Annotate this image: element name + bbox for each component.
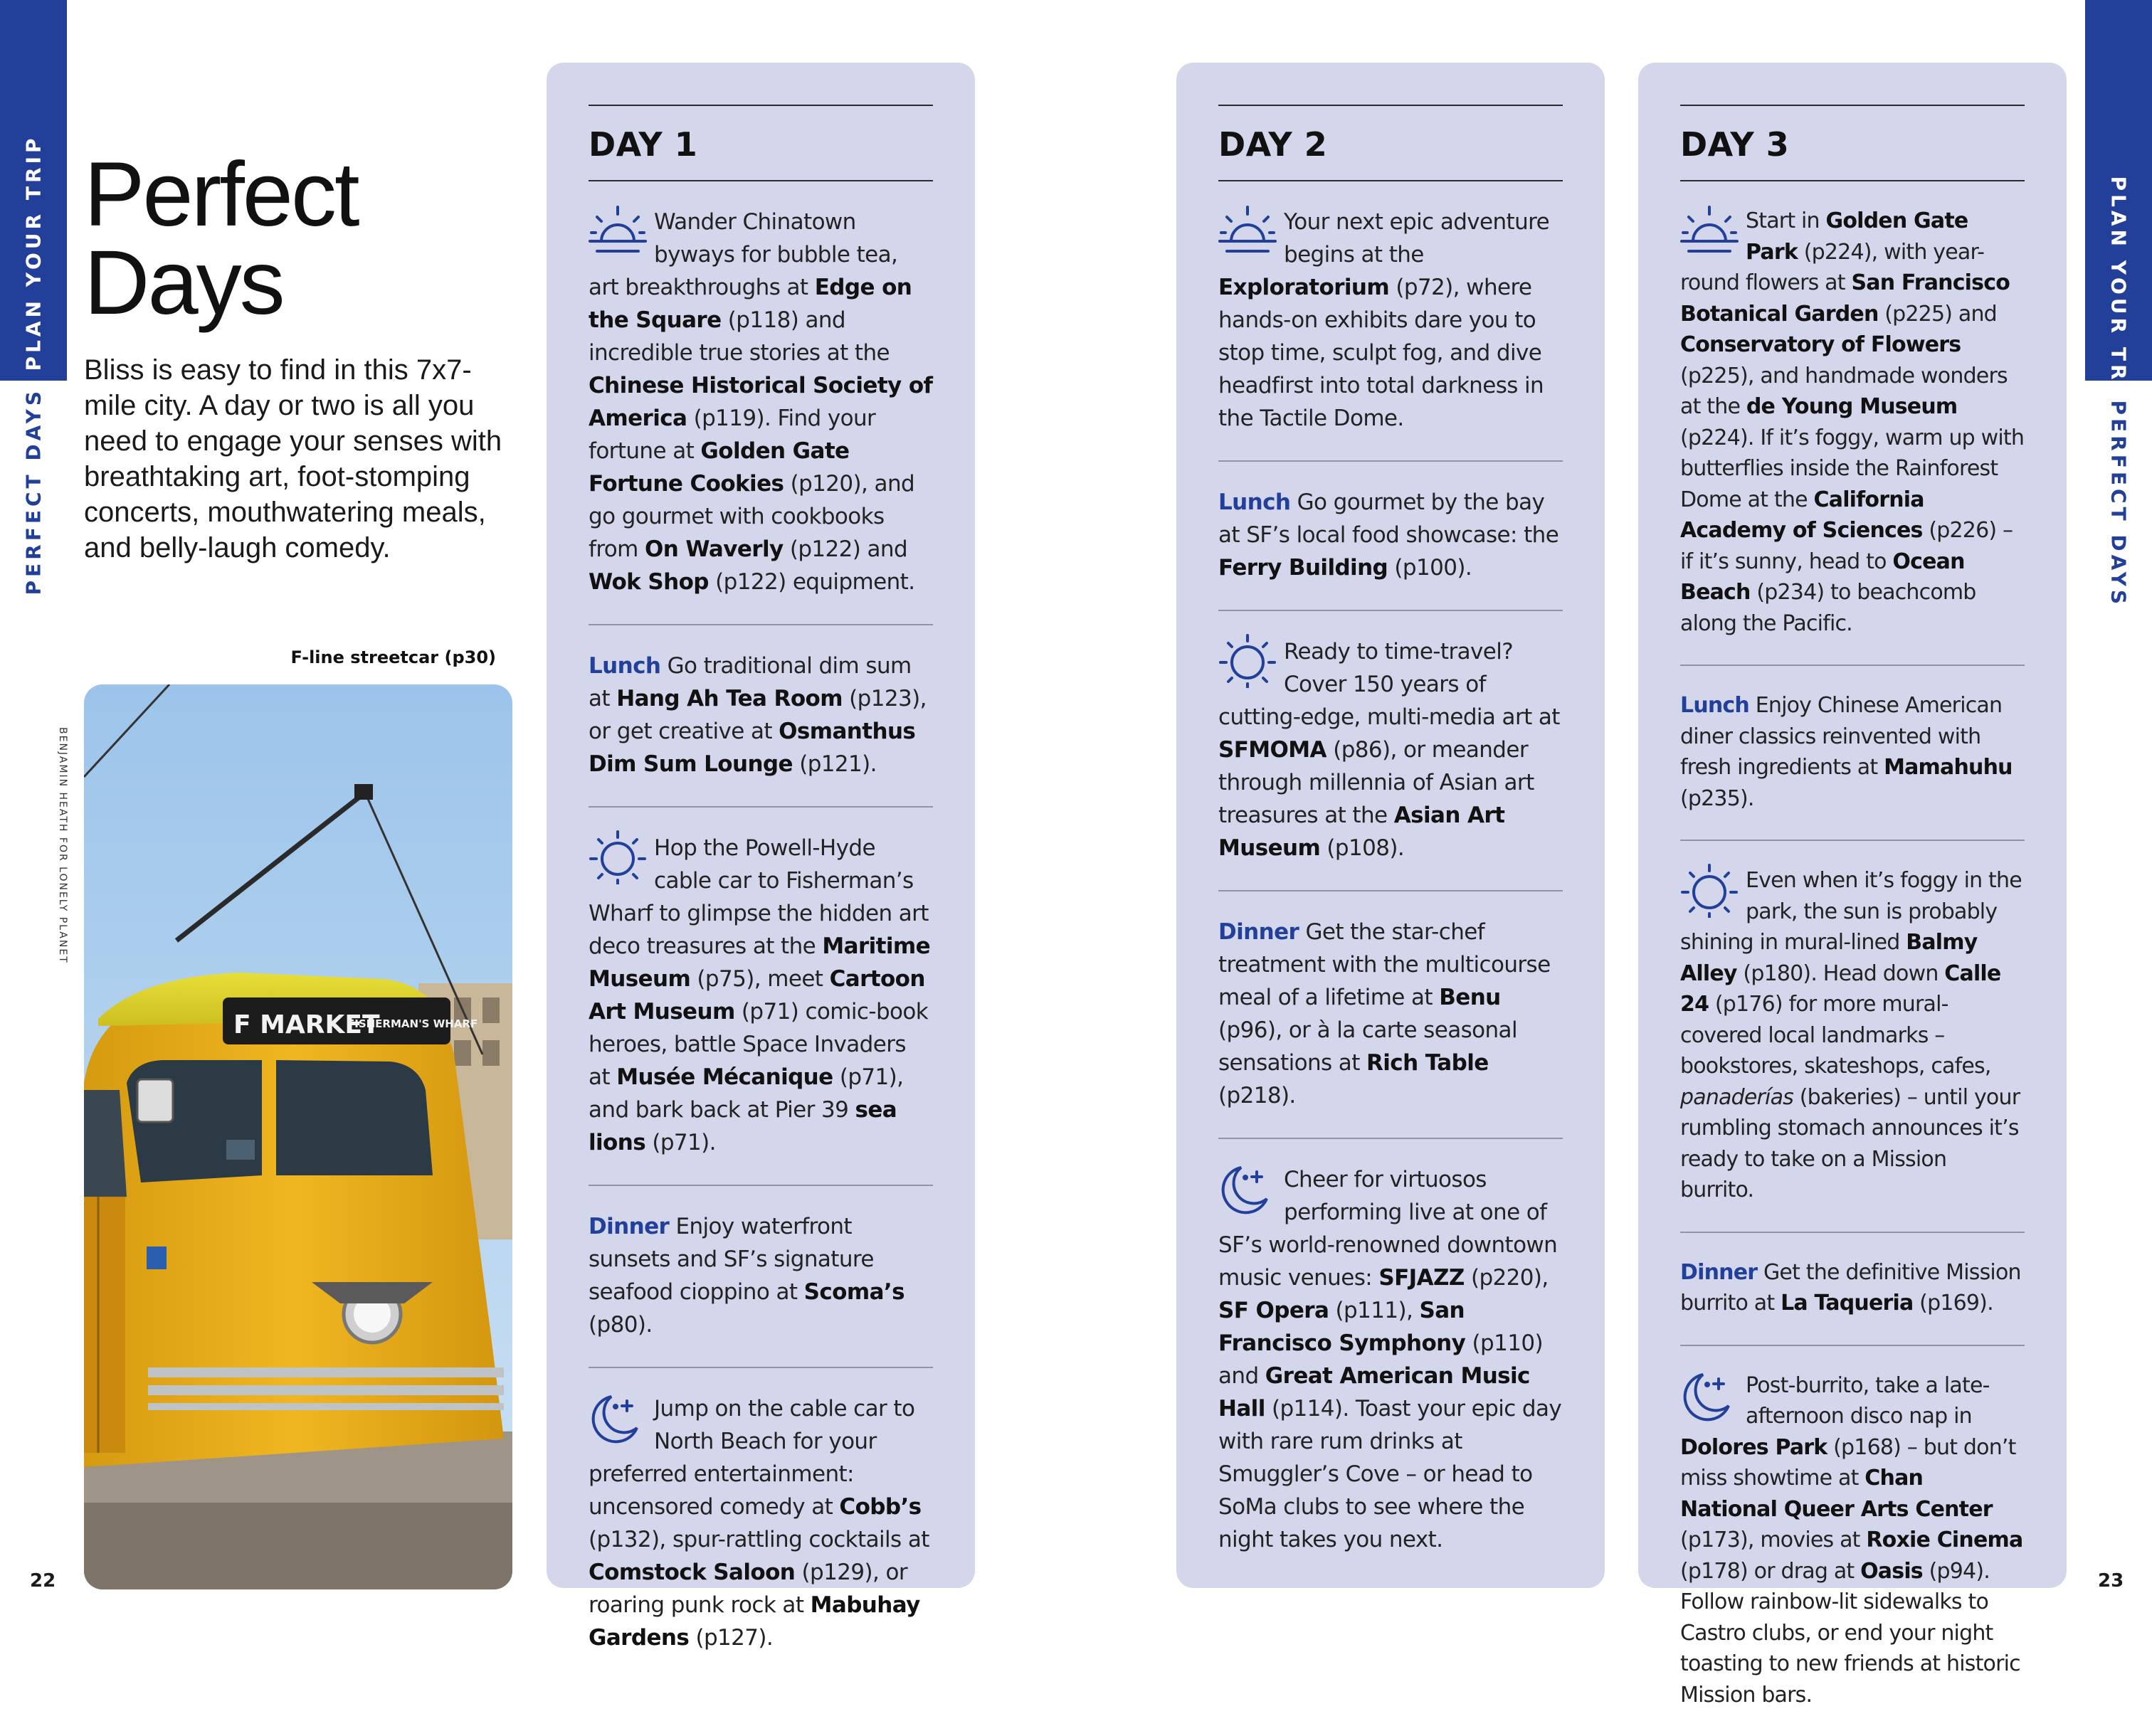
afternoon-text: Hop the Powell-Hyde cable car to Fisherman’s Wharf to glimpse the hidden art deco treasures at the Maritime Museum (p75), meet Cartoon Art Museum (p71) comic-book heroes, battle Space Invaders at Musée Mécanique (p71), and bark back at Pier 39 sea lions (p71).: [589, 835, 930, 1155]
place-name: de Young Museum: [1746, 394, 1958, 419]
place-name: Balmy Alley: [1680, 930, 1977, 986]
day-card-2: [1176, 63, 1605, 1588]
place-name: Benu: [1439, 985, 1500, 1010]
moon-icon: [1217, 1162, 1278, 1216]
dinner-section: [1218, 891, 1563, 1138]
lunch-label: Lunch: [1218, 489, 1290, 515]
dinner-text: Get the star-chef treatment with the multicourse meal of a lifetime at Benu (p96), or à la carte seasonal sensations at Rich Table (p218).: [1218, 919, 1551, 1108]
sunrise-icon: [1217, 204, 1278, 258]
place-name: Musée Mécanique: [616, 1064, 833, 1090]
dinner-label: Dinner: [1218, 919, 1299, 945]
morning-section: [1680, 181, 2025, 665]
lunch-section: [1680, 666, 2025, 840]
place-name: SFJAZZ: [1378, 1265, 1464, 1291]
sun-icon: [1679, 864, 1740, 918]
section-divider: [589, 1185, 933, 1186]
day-title: DAY 2: [1218, 106, 1563, 180]
dinner-label: Dinner: [1680, 1260, 1757, 1285]
place-name: Conservatory of Flowers: [1680, 332, 1961, 357]
dinner-text: Enjoy waterfront sunsets and SF’s signature seafood cioppino at Scoma’s (p80).: [589, 1214, 904, 1338]
dinner-label: Dinner: [589, 1214, 669, 1239]
right-section-label: PLAN YOUR TRIP: [2107, 176, 2131, 371]
right-chapter-label: PERFECT DAYS: [2107, 401, 2131, 596]
place-name: Golden Gate Fortune Cookies: [589, 438, 849, 497]
place-name: Golden Gate Park: [1746, 208, 1968, 265]
place-name: Exploratorium: [1218, 275, 1389, 300]
afternoon-section: [1218, 611, 1563, 890]
place-name: California Academy of Sciences: [1680, 487, 1924, 544]
morning-section: [589, 181, 933, 624]
section-divider: [1680, 840, 2025, 841]
place-name: Wok Shop: [589, 569, 709, 595]
streetcar-photo: [84, 684, 512, 1589]
place-name: Scoma’s: [804, 1279, 904, 1305]
afternoon-section: [1680, 841, 2025, 1232]
place-name: Asian Art Museum: [1218, 803, 1504, 861]
place-name: Dolores Park: [1680, 1435, 1827, 1460]
lunch-label: Lunch: [589, 653, 660, 679]
sunrise-icon: [587, 204, 648, 258]
sun-icon: [587, 830, 648, 884]
place-name: La Taqueria: [1781, 1291, 1913, 1316]
day-card-1: [547, 63, 975, 1588]
streetcar-sign-text: F MARKET: [233, 1010, 380, 1039]
left-section-label: PLAN YOUR TRIP: [22, 176, 46, 371]
section-divider: [589, 806, 933, 808]
morning-text: Start in Golden Gate Park (p224), with year-round flowers at San Francisco Botanical Garden (p225) and Conservatory of Flowers (p225), and handmade wonders at the de Young Museum (p224). If it’s foggy, warm up with butterflies inside the Rainforest Dome at the California Academy of Sciences (p226) – if it’s sunny, head to Ocean Beach (p234) to beachcomb along the Pacific.: [1680, 208, 2024, 636]
section-divider: [1218, 1138, 1563, 1139]
place-name: Great American Music Hall: [1218, 1363, 1530, 1422]
place-name: Maritime Museum: [589, 933, 930, 992]
night-text: Jump on the cable car to North Beach for your preferred entertainment: uncensored comedy at Cobb’s (p132), spur-rattling cocktails at Comstock Saloon (p129), or roaring punk rock at Mabuhay Gardens (p127).: [589, 1396, 929, 1651]
left-chapter-label: PERFECT DAYS: [22, 401, 46, 596]
night-section: [1680, 1346, 2025, 1736]
place-name: Chinese Historical Society of America: [589, 373, 932, 431]
place-name: Oasis: [1860, 1559, 1923, 1584]
place-name: Hang Ah Tea Room: [616, 686, 843, 711]
intro-paragraph: Bliss is easy to find in this 7x7-mile city. A day or two is all you need to engage your senses with breathtaking art, foot-stomping concerts, mouthwatering meals, and belly-laugh comedy.: [84, 352, 511, 566]
lunch-text: Go traditional dim sum at Hang Ah Tea Room (p123), or get creative at Osmanthus Dim Sum Lounge (p121).: [589, 653, 927, 777]
page-title: Perfect Days: [84, 151, 358, 327]
section-divider: [1218, 890, 1563, 891]
morning-text: Wander Chinatown byways for bubble tea, art breakthroughs at Edge on the Square (p118) and incredible true stories at the Chinese Historical Society of America (p119). Find your fortune at Golden Gate Fortune Cookies (p120), and go gourmet with cookbooks from On Waverly (p122) and Wok Shop (p122) equipment.: [589, 209, 932, 595]
photo-caption: F-line streetcar (p30): [213, 647, 496, 667]
place-name: Edge on the Square: [589, 275, 912, 333]
section-divider: [589, 1367, 933, 1368]
section-divider: [589, 624, 933, 625]
place-name: Ocean Beach: [1680, 549, 1965, 605]
dinner-section: [1680, 1233, 2025, 1345]
place-name: San Francisco Symphony: [1218, 1298, 1465, 1356]
lunch-text: Go gourmet by the bay at SF’s local food showcase: the Ferry Building (p100).: [1218, 489, 1558, 581]
streetcar-sign-subtext: FISHERMAN'S WHARF: [347, 1017, 478, 1030]
place-name: Ferry Building: [1218, 555, 1388, 581]
place-name: Calle 24: [1680, 961, 2000, 1017]
night-section: [589, 1368, 933, 1680]
lunch-label: Lunch: [1680, 693, 1749, 718]
place-name: Mabuhay Gardens: [589, 1592, 920, 1651]
sun-icon: [1217, 634, 1278, 688]
place-name: sea lions: [589, 1097, 897, 1155]
place-name: On Waverly: [645, 536, 784, 562]
place-name: Comstock Saloon: [589, 1560, 795, 1585]
sunrise-icon: [1679, 204, 1740, 258]
place-name: San Francisco Botanical Garden: [1680, 270, 2010, 327]
place-name: Mamahuhu: [1884, 755, 2013, 780]
dinner-text: Get the definitive Mission burrito at La Taqueria (p169).: [1680, 1260, 2021, 1316]
night-section: [1218, 1139, 1563, 1582]
page-number-right: 23: [2098, 1570, 2124, 1592]
lunch-section: [1218, 462, 1563, 610]
lunch-section: [589, 625, 933, 806]
night-text: Cheer for virtuosos performing live at one of SF’s world-renowned downtown music venues: SFJAZZ (p220), SF Opera (p111), San Francisco Symphony (p110) and Great American Music Hall (p114). Toast your epic day with rare rum drinks at Smuggler’s Cove – or head to SoMa clubs to see where the night takes you next.: [1218, 1167, 1561, 1552]
place-name: Chan National Queer Arts Center: [1680, 1466, 1993, 1522]
afternoon-section: [589, 808, 933, 1185]
day-title: DAY 1: [589, 106, 933, 180]
day-card-3: [1638, 63, 2067, 1588]
place-name: Cartoon Art Museum: [589, 966, 925, 1025]
place-name: Roxie Cinema: [1866, 1528, 2022, 1552]
dinner-section: [589, 1186, 933, 1367]
section-divider: [1680, 665, 2025, 666]
afternoon-text: Ready to time-travel? Cover 150 years of cutting-edge, multi-media art at SFMOMA (p86), or meander through millennia of Asian art treasures at the Asian Art Museum (p108).: [1218, 639, 1560, 861]
day-title: DAY 3: [1680, 106, 2025, 180]
place-name: Osmanthus Dim Sum Lounge: [589, 719, 915, 777]
morning-text: Your next epic adventure begins at the Exploratorium (p72), where hands-on exhibits dare you to stop time, sculpt fog, and dive headfirst into total darkness in the Tactile Dome.: [1218, 209, 1549, 431]
place-name: Cobb’s: [839, 1494, 921, 1520]
moon-icon: [587, 1391, 648, 1445]
page-number-left: 22: [30, 1570, 56, 1592]
section-divider: [1218, 460, 1563, 462]
place-name: SFMOMA: [1218, 737, 1326, 763]
photo-credit: BENJAMIN HEATH FOR LONELY PLANET: [57, 727, 68, 964]
section-divider: [1680, 1232, 2025, 1233]
section-divider: [1218, 610, 1563, 611]
section-divider: [1680, 1345, 2025, 1346]
morning-section: [1218, 181, 1563, 460]
italic-term: panaderías: [1680, 1085, 1793, 1110]
moon-icon: [1679, 1369, 1740, 1423]
place-name: SF Opera: [1218, 1298, 1329, 1323]
afternoon-text: Even when it’s foggy in the park, the sun is probably shining in mural-lined Balmy Alley (p180). Head down Calle 24 (p176) for more mural-covered local landmarks – bookstores, skateshops, cafes, panaderías (bakeries) – until your rumbling stomach announces it’s ready to take on a Mission burrito.: [1680, 868, 2022, 1202]
lunch-text: Enjoy Chinese American diner classics reinvented with fresh ingredients at Mamahuhu (p235).: [1680, 693, 2013, 811]
night-text: Post-burrito, take a late-afternoon disco nap in Dolores Park (p168) – but don’t miss showtime at Chan National Queer Arts Center (p173), movies at Roxie Cinema (p178) or drag at Oasis (p94). Follow rainbow-lit sidewalks to Castro clubs, or end your night toasting to new friends at historic Mission bars.: [1680, 1373, 2022, 1708]
place-name: Rich Table: [1366, 1050, 1489, 1076]
